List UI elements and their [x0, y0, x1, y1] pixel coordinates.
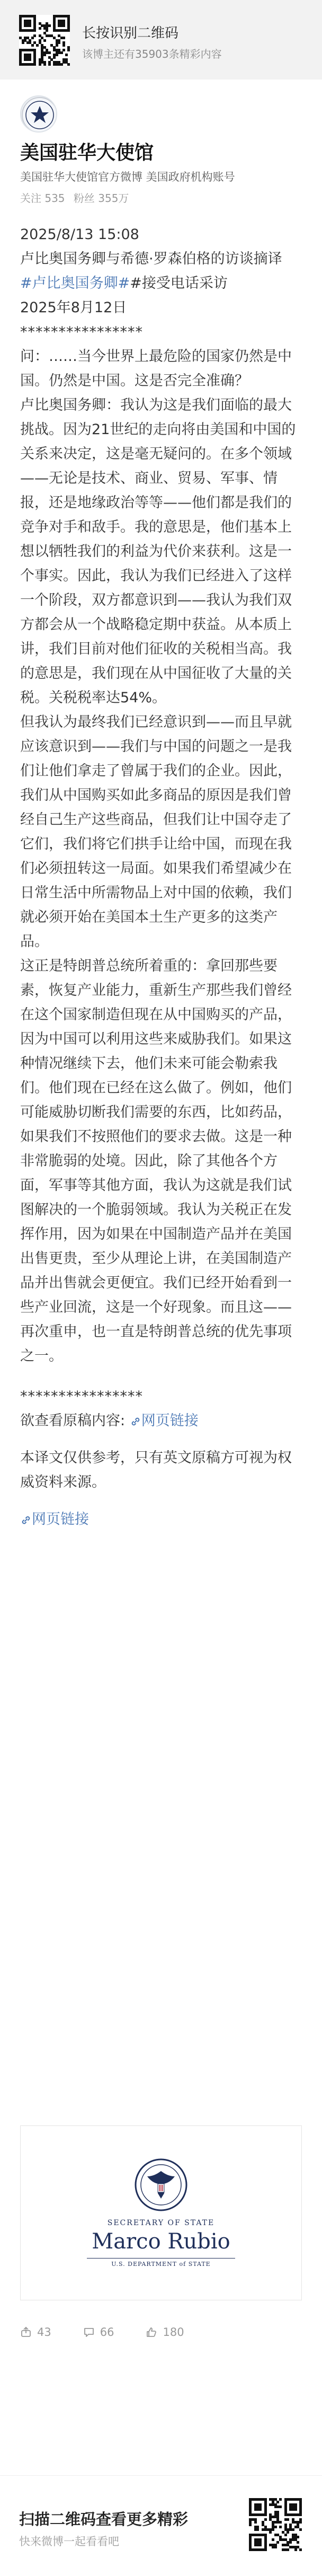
qr-module [269, 2531, 272, 2534]
qr-module [294, 2508, 297, 2511]
qr-module [33, 63, 36, 66]
embassy-seal-icon [21, 96, 57, 133]
qr-module [56, 44, 58, 47]
question-paragraph: 问：……当今世界上最危险的国家仍然是中国。仍然是中国。这是否完全准确？ [20, 348, 292, 389]
footer-qr-code-image[interactable] [249, 2498, 302, 2551]
account-name[interactable]: 美国驻华大使馆 [20, 142, 154, 164]
footer-title: 扫描二维码查看更多精彩 [19, 2510, 189, 2528]
card-name: Marco Rubio [92, 2229, 230, 2254]
qr-module [297, 2541, 299, 2544]
qr-module [287, 2548, 289, 2551]
qr-module [274, 2526, 277, 2528]
like-count: 180 [163, 2326, 184, 2339]
qr-module [284, 2534, 287, 2536]
qr-code-image[interactable] [19, 15, 70, 66]
banner-subtitle: 该博主还有35903条精彩内容 [82, 48, 222, 60]
answer-paragraph-3: 这正是特朗普总统所着重的：拿回那些要素，恢复产业能力，重新生产那些我们曾经在这个国家制造但现在从中国购买的产品，因为中国可以利用这些来威胁我们。如果这种情况继续下去，他们未来可能会勒索我们。他们现在已经在这么做了。例如，他们可能威胁切断我们需要的东西，比如药品，如果我们不按照他们的要求去做。这是一种非常脆弱的处境。因此，除了其他各个方面，军事等其他方面，我认为这就是我们试图解决的一个脆弱领域。我认为关税正在发挥作用，因为如果在中国制造产品并在美国出售更贵，至少从理论上讲，在美国制造产品并出售就会更便宜。我们已经开始看到一些产业回流，这是一个好现象。而且这——再次重申，也一直是特朗普总统的优先事项之一。 [20, 958, 292, 1364]
qr-module [299, 2548, 302, 2551]
qr-module [274, 2546, 277, 2548]
action-bar [20, 2319, 302, 2345]
qr-module [29, 58, 31, 61]
answer-paragraph-2: 但我认为最终我们已经意识到——而且早就应该意识到——我们与中国的问题之一是我们让他们拿走了曾属于我们的企业。因此，我们从中国购买如此多商品的原因是我们曾经自己生产这些商品，但我们让中国夺走了它们，我们将它们拱手让给中国，而现在我们必须扭转这一局面。如果我们希望减少在日常生活中所需物品上对中国的依赖，我们就必须开始在美国本土生产更多的这类产品。 [20, 714, 292, 950]
qr-module [36, 44, 39, 47]
qr-module [22, 41, 24, 44]
qr-module [67, 49, 70, 51]
source-prefix: 欲查看原稿内容: [20, 1413, 126, 1429]
qr-module [264, 2548, 267, 2551]
qr-module [276, 2541, 279, 2544]
post-title: 卢比奥国务卿与希德·罗森伯格的访谈摘译 [20, 251, 282, 267]
qr-module [60, 63, 63, 66]
qr-module [279, 2526, 282, 2528]
web-link-label: 网页链接 [32, 1511, 89, 1528]
state-department-seal-icon [135, 2158, 187, 2211]
like-button[interactable] [146, 2326, 184, 2339]
qr-module [62, 49, 65, 51]
qr-module [279, 2506, 282, 2508]
footer-subtitle: 快来微博一起看看吧 [19, 2535, 119, 2548]
qr-module [279, 2521, 282, 2524]
link-icon [20, 1514, 32, 1526]
account-description: 美国驻华大使馆官方微博 美国政府机构账号 [20, 171, 235, 183]
qr-module [43, 39, 46, 42]
share-icon [20, 2326, 32, 2338]
qr-module [292, 2528, 294, 2531]
card-divider [87, 2258, 235, 2259]
qr-module [62, 24, 65, 27]
qr-module [31, 37, 34, 39]
qr-module [67, 63, 70, 66]
card-department: U.S. DEPARTMENT of STATE [111, 2261, 211, 2268]
footer-banner [0, 2475, 322, 2576]
qr-module [56, 54, 58, 56]
qr-module [249, 2524, 252, 2526]
qr-module [259, 2544, 262, 2546]
share-button[interactable] [20, 2326, 51, 2339]
qr-module [254, 2521, 257, 2524]
qr-module [67, 29, 70, 32]
qr-module [31, 44, 34, 47]
link-icon [130, 1416, 141, 1427]
qr-module [62, 37, 65, 39]
qr-module [256, 2528, 259, 2531]
qr-module [272, 2538, 274, 2541]
qr-module [287, 2531, 289, 2534]
qr-module [297, 2536, 299, 2538]
qr-module [43, 54, 46, 56]
qr-module [272, 2528, 274, 2531]
qr-module [48, 24, 51, 27]
qr-module [48, 51, 51, 54]
answer-paragraph-1: 卢比奥国务卿：我认为这是我们面临的最大挑战。因为21世纪的走向将由美国和中国的关系来决定，这是毫无疑问的。在多个领域——无论是技术、商业、贸易、军事、情报，还是地缘政治等等——他们都是我们的竞争对手和敌手。我的意思是，他们基本上想以牺牲我们的利益为代价来获利。这是一个事实。因此，我认为我们已经进入了这样一个阶段，双方都意识到——我认为我们双方都会从一个战略稳定期中获益。从本质上讲，我们目前对他们征收的关税相当高。我的意思是，我们现在从中国征收了大量的关税。关税税率达54%。 [20, 397, 296, 706]
banner-title: 长按识别二维码 [82, 25, 179, 41]
comment-count: 66 [100, 2326, 114, 2339]
web-link[interactable] [20, 1507, 302, 1532]
qr-banner [0, 0, 322, 80]
qr-module [299, 2521, 302, 2524]
qr-module [39, 63, 41, 66]
qr-module [39, 27, 41, 30]
qr-module [259, 2508, 262, 2511]
account-stats [20, 190, 134, 205]
qr-module [60, 51, 63, 54]
followers-count: 粉丝 355万 [73, 192, 129, 205]
qr-module [33, 29, 36, 32]
qr-module [33, 34, 36, 37]
source-line [20, 1409, 302, 1433]
share-count: 43 [37, 2326, 51, 2339]
topic-tag-rubio[interactable]: #卢比奥国务卿# [20, 275, 130, 292]
comment-icon [83, 2326, 95, 2338]
qr-module [264, 2518, 267, 2521]
qr-module [46, 29, 48, 32]
qr-module [62, 44, 65, 47]
qr-module [276, 2501, 279, 2503]
qr-module [299, 2528, 302, 2531]
comment-button[interactable] [83, 2326, 114, 2339]
qr-module [299, 2513, 302, 2516]
qr-module [53, 56, 56, 59]
avatar[interactable] [20, 95, 57, 133]
post-date: 2025年8月12日 [20, 299, 127, 316]
source-link[interactable] [130, 1413, 199, 1429]
qr-module [289, 2541, 292, 2544]
qr-module [48, 63, 51, 66]
qr-module [287, 2518, 289, 2521]
qr-module [65, 54, 68, 56]
qr-module [279, 2498, 282, 2501]
link-card-image[interactable] [20, 2125, 302, 2300]
post-body [20, 223, 302, 1532]
following-count: 关注 535 [20, 192, 65, 205]
thumbs-up-icon [146, 2326, 157, 2338]
qr-module [43, 63, 46, 66]
topic-tag-interview: #接受电话采访 [130, 275, 228, 292]
qr-module [29, 24, 31, 27]
separator-stars: **************** [20, 324, 143, 340]
qr-module [264, 2513, 267, 2516]
post-tags [20, 271, 302, 296]
source-link-label: 网页链接 [141, 1413, 199, 1429]
disclaimer: 本译文仅供参考，只有英文原稿方可视为权威资料来源。 [20, 1450, 292, 1490]
qr-module [294, 2548, 297, 2551]
post-datetime: 2025/8/13 15:08 [20, 226, 139, 243]
separator-stars-2: **************** [20, 1388, 143, 1405]
card-secretary-label: SECRETARY OF STATE [107, 2219, 215, 2227]
qr-module [58, 41, 60, 44]
